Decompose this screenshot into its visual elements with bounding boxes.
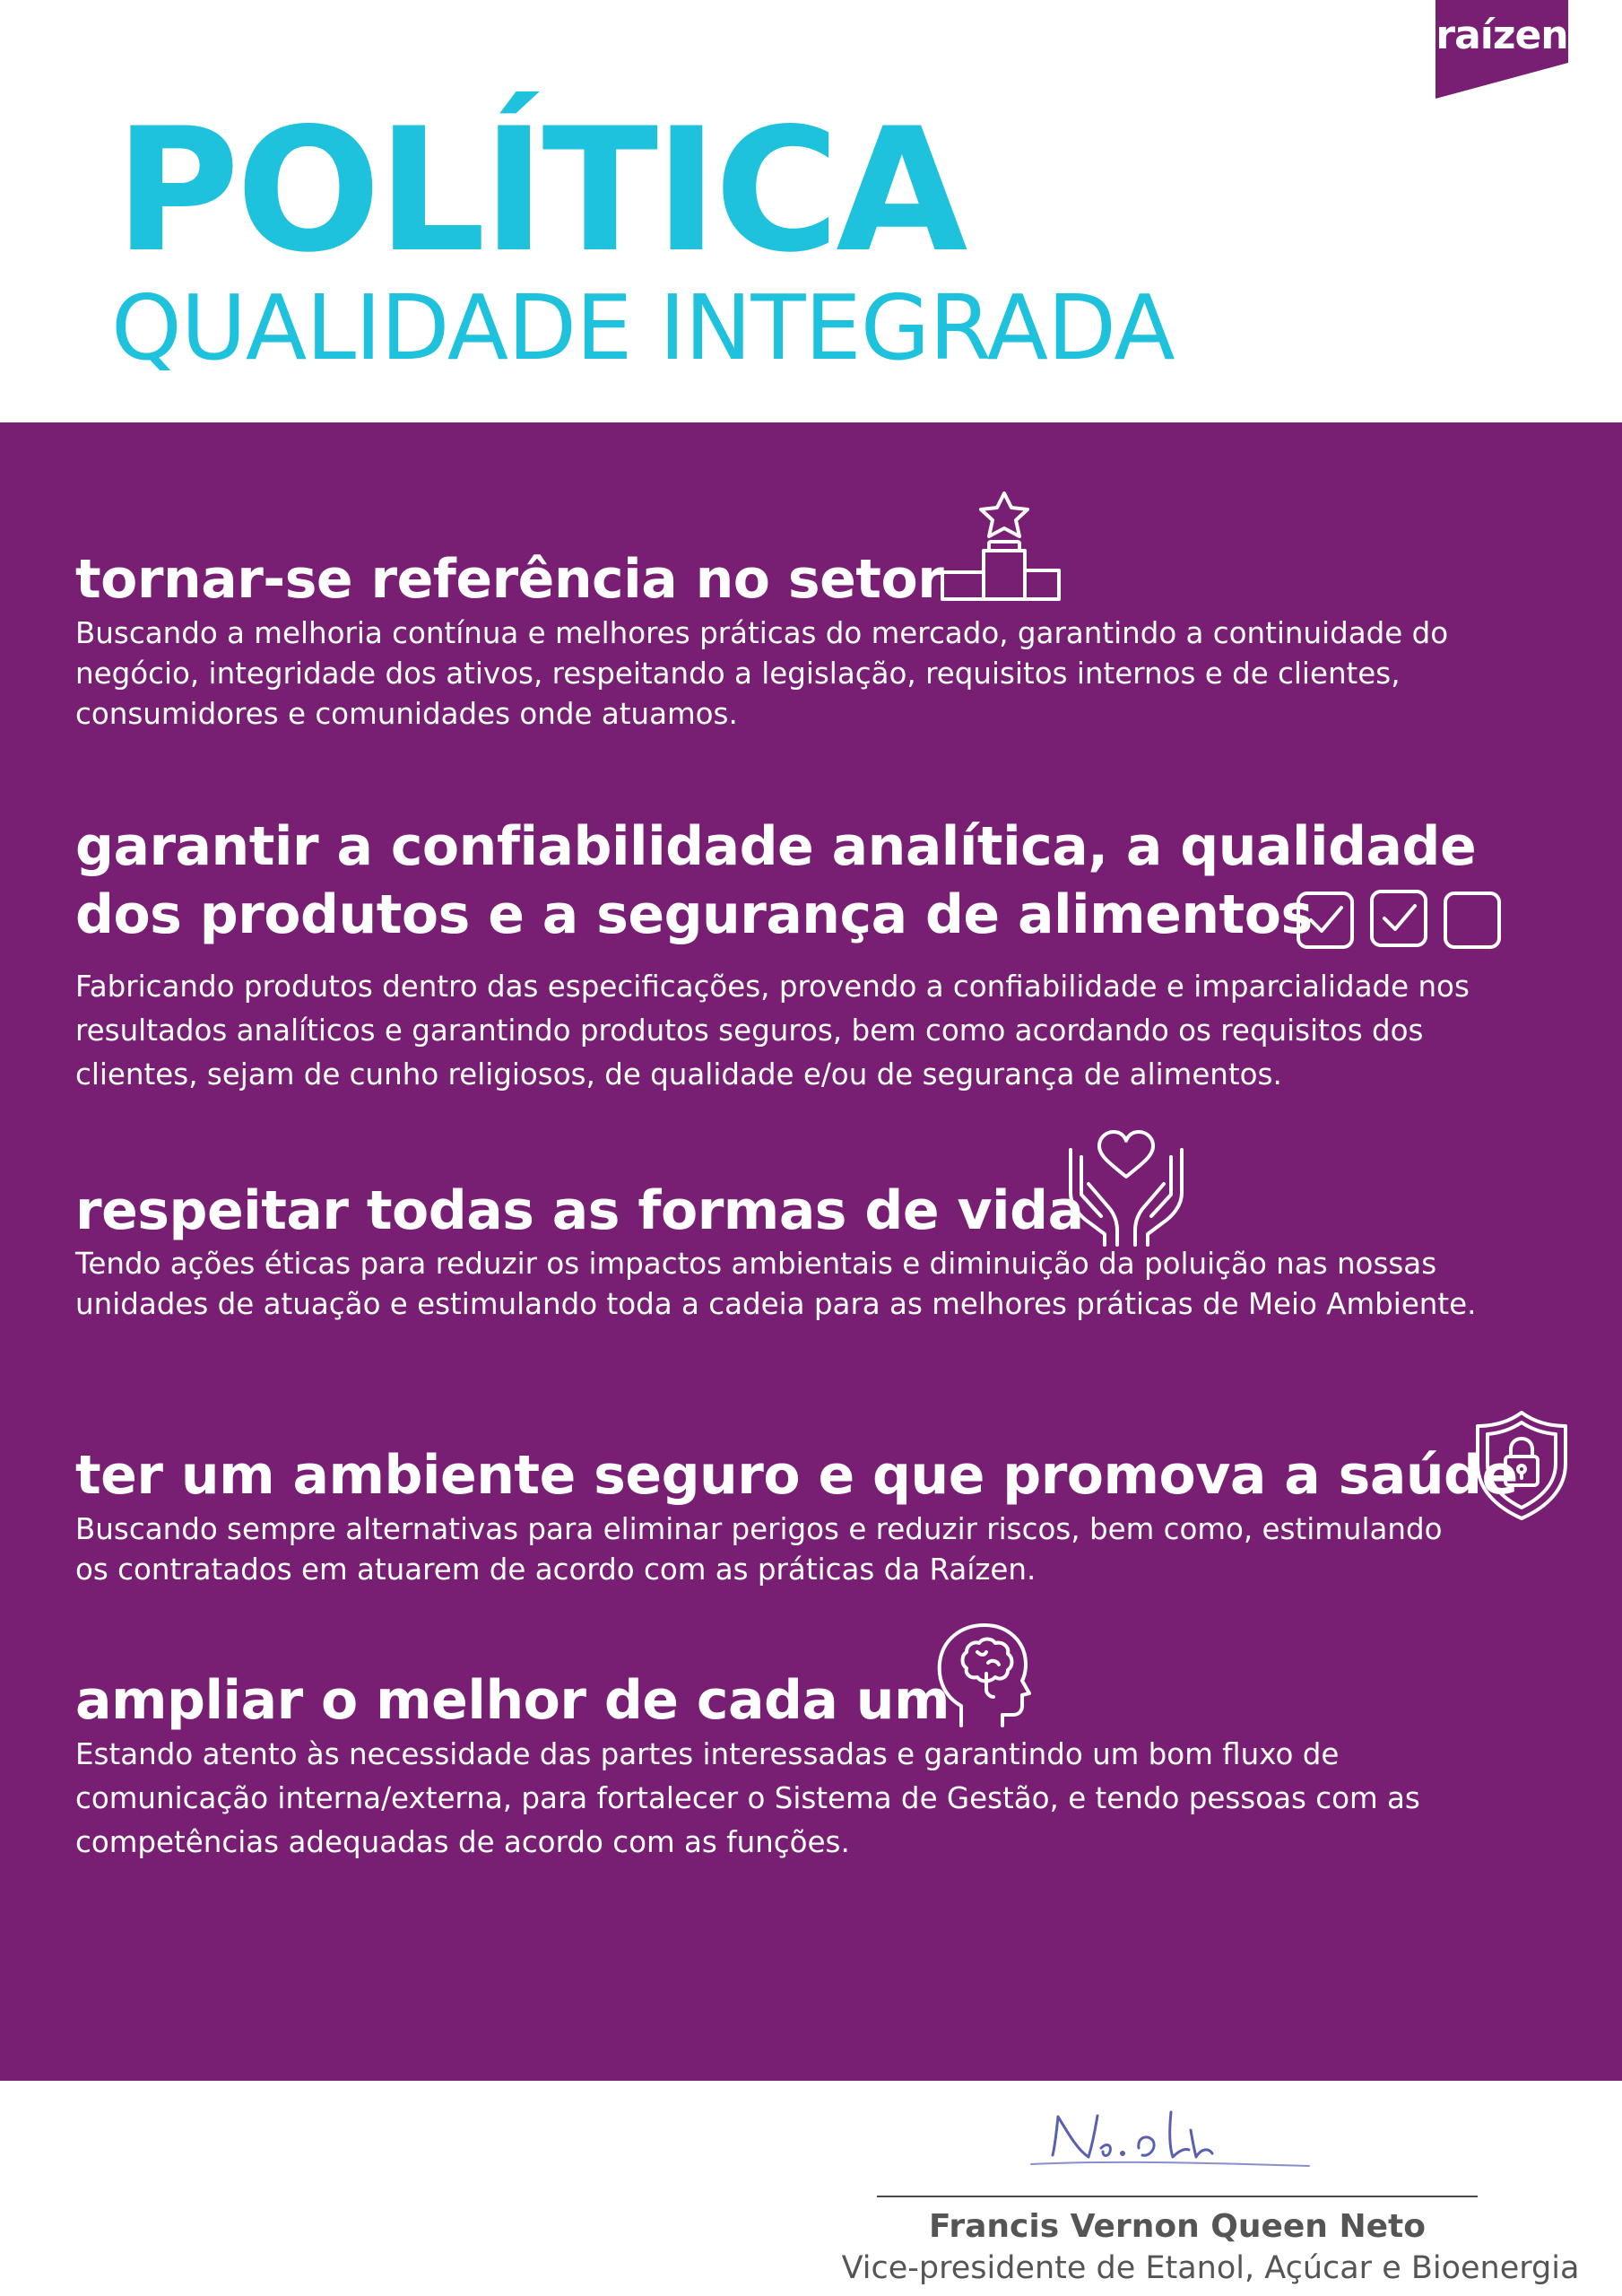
- section-body-line: os contratados em atuarem de acordo com as práticas da Raízen.: [75, 1552, 1037, 1587]
- section-body-line: negócio, integridade dos ativos, respeitando a legislação, requisitos internos e de clientes,: [75, 657, 1401, 691]
- signer-role: Vice-presidente de Etanol, Açúcar e Bioenergia: [841, 2250, 1580, 2286]
- section-body-line: competências adequadas de acordo com as funções.: [75, 1825, 850, 1859]
- signature-line: [877, 2196, 1478, 2197]
- section-body-line: Fabricando produtos dentro das especificações, provendo a confiabilidade e imparcialidade nos: [75, 970, 1470, 1004]
- hands-heart-icon: [1063, 1130, 1189, 1248]
- page-subtitle: QUALIDADE INTEGRADA: [111, 275, 1175, 380]
- section-heading-formas-de-vida: respeitar todas as formas de vida: [75, 1179, 1084, 1242]
- raizen-logo: [1436, 0, 1568, 99]
- shield-lock-icon: [1474, 1410, 1569, 1521]
- section-heading-melhor-de-cada-um: ampliar o melhor de cada um: [75, 1669, 950, 1732]
- section-body-line: Tendo ações éticas para reduzir os impactos ambientais e diminuição da poluição nas nossas: [75, 1247, 1437, 1281]
- checkboxes-icon: [1295, 888, 1503, 951]
- podium-star-icon: [937, 491, 1063, 604]
- section-body-line: unidades de atuação e estimulando toda a cadeia para as melhores práticas de Meio Ambiente.: [75, 1287, 1477, 1321]
- signer-name: Francis Vernon Queen Neto: [929, 2208, 1426, 2245]
- section-body-line: clientes, sejam de cunho religiosos, de qualidade e/ou de segurança de alimentos.: [75, 1057, 1282, 1091]
- section-body-line: Buscando a melhoria contínua e melhores práticas do mercado, garantindo a continuidade do: [75, 616, 1449, 650]
- logo-text: raízen: [1436, 13, 1568, 58]
- section-body-line: comunicação interna/externa, para fortalecer o Sistema de Gestão, e tendo pessoas com as: [75, 1781, 1420, 1815]
- head-brain-icon: [934, 1622, 1031, 1729]
- page-title: POLÍTICA: [115, 91, 965, 290]
- section-body-line: resultados analíticos e garantindo produtos seguros, bem como acordando os requisitos dos: [75, 1013, 1424, 1048]
- section-body-line: Estando atento às necessidade das partes interessadas e garantindo um bom fluxo de: [75, 1737, 1340, 1771]
- section-body-line: consumidores e comunidades onde atuamos.: [75, 697, 738, 731]
- section-heading-referencia: tornar-se referência no setor: [75, 548, 944, 611]
- section-heading-confiabilidade-line2: dos produtos e a segurança de alimentos: [75, 883, 1313, 946]
- handwritten-signature: [1013, 2085, 1345, 2184]
- section-heading-ambiente-seguro: ter um ambiente seguro e que promova a saúde: [75, 1444, 1518, 1507]
- section-body-line: Buscando sempre alternativas para eliminar perigos e reduzir riscos, bem como, estimulando: [75, 1512, 1443, 1546]
- section-heading-confiabilidade: garantir a confiabilidade analítica, a qualidade: [75, 815, 1477, 878]
